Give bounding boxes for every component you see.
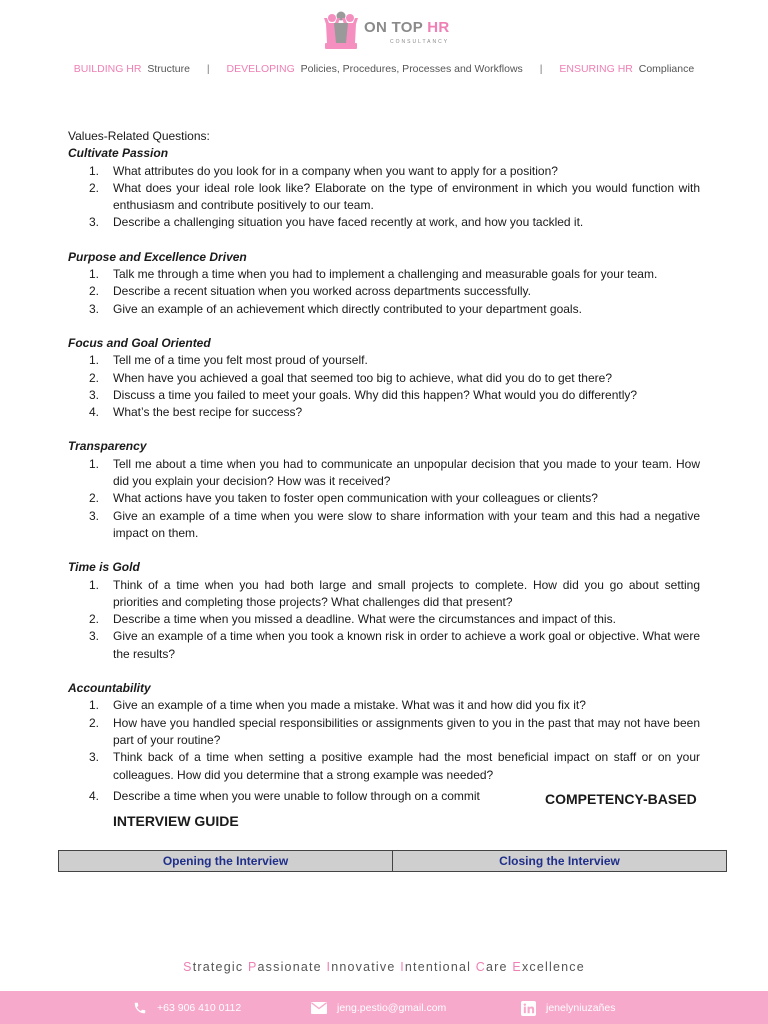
question-item: 2. How have you handled special responsibilities or assignments given to you in the past that may not have been part of your routine? bbox=[89, 715, 700, 747]
question-item: 1. Tell me about a time when you had to communicate an unpopular decision that you made to your team. How did you explain your decision? How was it received? bbox=[89, 456, 700, 489]
question-item: 1. What attributes do you look for in a company when you want to apply for a position? bbox=[89, 163, 558, 178]
logo-subtitle: CONSULTANCY bbox=[390, 39, 450, 45]
question-item: 2. Describe a time when you missed a deadline. What were the circumstances and impact of this. bbox=[89, 612, 616, 627]
tagline-highlight: BUILDING HR bbox=[73, 63, 142, 75]
section-heading: Purpose and Excellence Driven bbox=[68, 249, 247, 264]
section-heading: Transparency bbox=[68, 439, 147, 454]
table-header-closing: Closing the Interview bbox=[392, 851, 726, 871]
tagline-separator: | bbox=[539, 63, 543, 75]
question-list bbox=[68, 352, 700, 421]
interview-guide-heading: INTERVIEW GUIDE bbox=[113, 813, 239, 829]
question-item: 3. Describe a challenging situation you have faced recently at work, and how you tackled it. bbox=[89, 215, 584, 230]
footer-phone[interactable] bbox=[133, 999, 241, 1017]
footer-email[interactable] bbox=[311, 999, 446, 1017]
question-item: 1. Talk me through a time when you had to implement a challenging and measurable goals for your team. bbox=[89, 267, 658, 282]
document-title: Values-Related Questions: bbox=[68, 129, 210, 143]
question-item: 3. Give an example of an achievement which directly contributed to your department goals. bbox=[89, 301, 582, 316]
section-heading: Focus and Goal Oriented bbox=[68, 335, 211, 350]
question-item: 1. Give an example of a time when you made a mistake. What was it and how did you fix it? bbox=[89, 698, 586, 713]
question-item: 2. Describe a recent situation when you worked across departments successfully. bbox=[89, 284, 531, 299]
question-item: 4. What’s the best recipe for success? bbox=[89, 405, 303, 420]
phone-number: +63 906 410 0112 bbox=[157, 1002, 242, 1014]
question-item: 3. Give an example of a time when you were slow to share information with your team and this had a negative impact on them. bbox=[89, 508, 700, 540]
question-list bbox=[68, 456, 700, 542]
header-tagline bbox=[0, 63, 768, 75]
interview-table bbox=[58, 850, 727, 872]
section-heading: Time is Gold bbox=[68, 560, 140, 575]
tagline-text: Structure bbox=[147, 63, 190, 75]
footer-linkedin[interactable] bbox=[521, 999, 615, 1017]
question-list bbox=[68, 163, 700, 232]
question-item: 3. Give an example of a time when you took a known risk in order to achieve a work goal or objective. What were the results? bbox=[89, 629, 700, 661]
question-item: 4. Describe a time when you were unable to follow through on a commit bbox=[89, 788, 480, 803]
question-item: 2. What does your ideal role look like? Elaborate on the type of environment in which you would function with enthusiasm and contribute positively to our team. bbox=[89, 180, 700, 213]
slogan-word: Intentional bbox=[400, 960, 472, 974]
question-list bbox=[68, 266, 700, 318]
question-item: 2. What actions have you taken to foster open communication with your colleagues or clients? bbox=[89, 491, 598, 506]
tagline-highlight: ENSURING HR bbox=[559, 63, 633, 75]
tagline-separator: | bbox=[206, 63, 210, 75]
slogan-word: Strategic bbox=[183, 960, 244, 974]
question-list bbox=[68, 697, 700, 805]
footer-slogan bbox=[0, 960, 768, 974]
tagline-highlight: DEVELOPING bbox=[226, 63, 295, 75]
mail-icon bbox=[311, 1002, 327, 1014]
question-item: 2. When have you achieved a goal that seemed too big to achieve, what did you do to get there? bbox=[89, 370, 613, 385]
tagline-text: Policies, Procedures, Processes and Workflows bbox=[300, 63, 523, 75]
question-item: 3. Discuss a time you failed to meet your goals. Why did this happen? What would you do differently? bbox=[89, 387, 638, 402]
question-list bbox=[68, 577, 700, 663]
linkedin-icon bbox=[521, 1001, 536, 1016]
document-body bbox=[68, 128, 700, 805]
people-logo-icon bbox=[322, 10, 360, 50]
slogan-word: Excellence bbox=[512, 960, 585, 974]
phone-icon bbox=[133, 1001, 147, 1015]
slogan-word: Care bbox=[475, 960, 508, 974]
slogan-word: Passionate bbox=[247, 960, 322, 974]
section-heading: Accountability bbox=[68, 681, 151, 696]
question-item: 1. Think of a time when you had both large and small projects to complete. How did you go about setting priorities and completing those projects? What challenges did that present? bbox=[89, 577, 700, 609]
table-header-opening: Opening the Interview bbox=[162, 854, 289, 868]
question-item: 1. Tell me of a time you felt most proud of yourself. bbox=[89, 353, 368, 368]
email-address: jeng.pestio@gmail.com bbox=[337, 1002, 447, 1014]
logo-wordmark: ON TOP HR bbox=[364, 19, 450, 36]
competency-heading: COMPETENCY-BASED bbox=[545, 791, 697, 807]
slogan-word: Innovative bbox=[326, 960, 396, 974]
company-logo bbox=[322, 10, 462, 52]
tagline-text: Compliance bbox=[638, 63, 695, 75]
page-header bbox=[0, 0, 768, 90]
linkedin-handle: jenelyniuzañes bbox=[546, 1002, 616, 1014]
question-item: 3. Think back of a time when setting a positive example had the most beneficial impact on staff or on your colleagues. How did you determine that a strong example was needed? bbox=[89, 750, 700, 782]
section-heading: Cultivate Passion bbox=[68, 146, 169, 161]
footer-bar bbox=[0, 991, 768, 1024]
